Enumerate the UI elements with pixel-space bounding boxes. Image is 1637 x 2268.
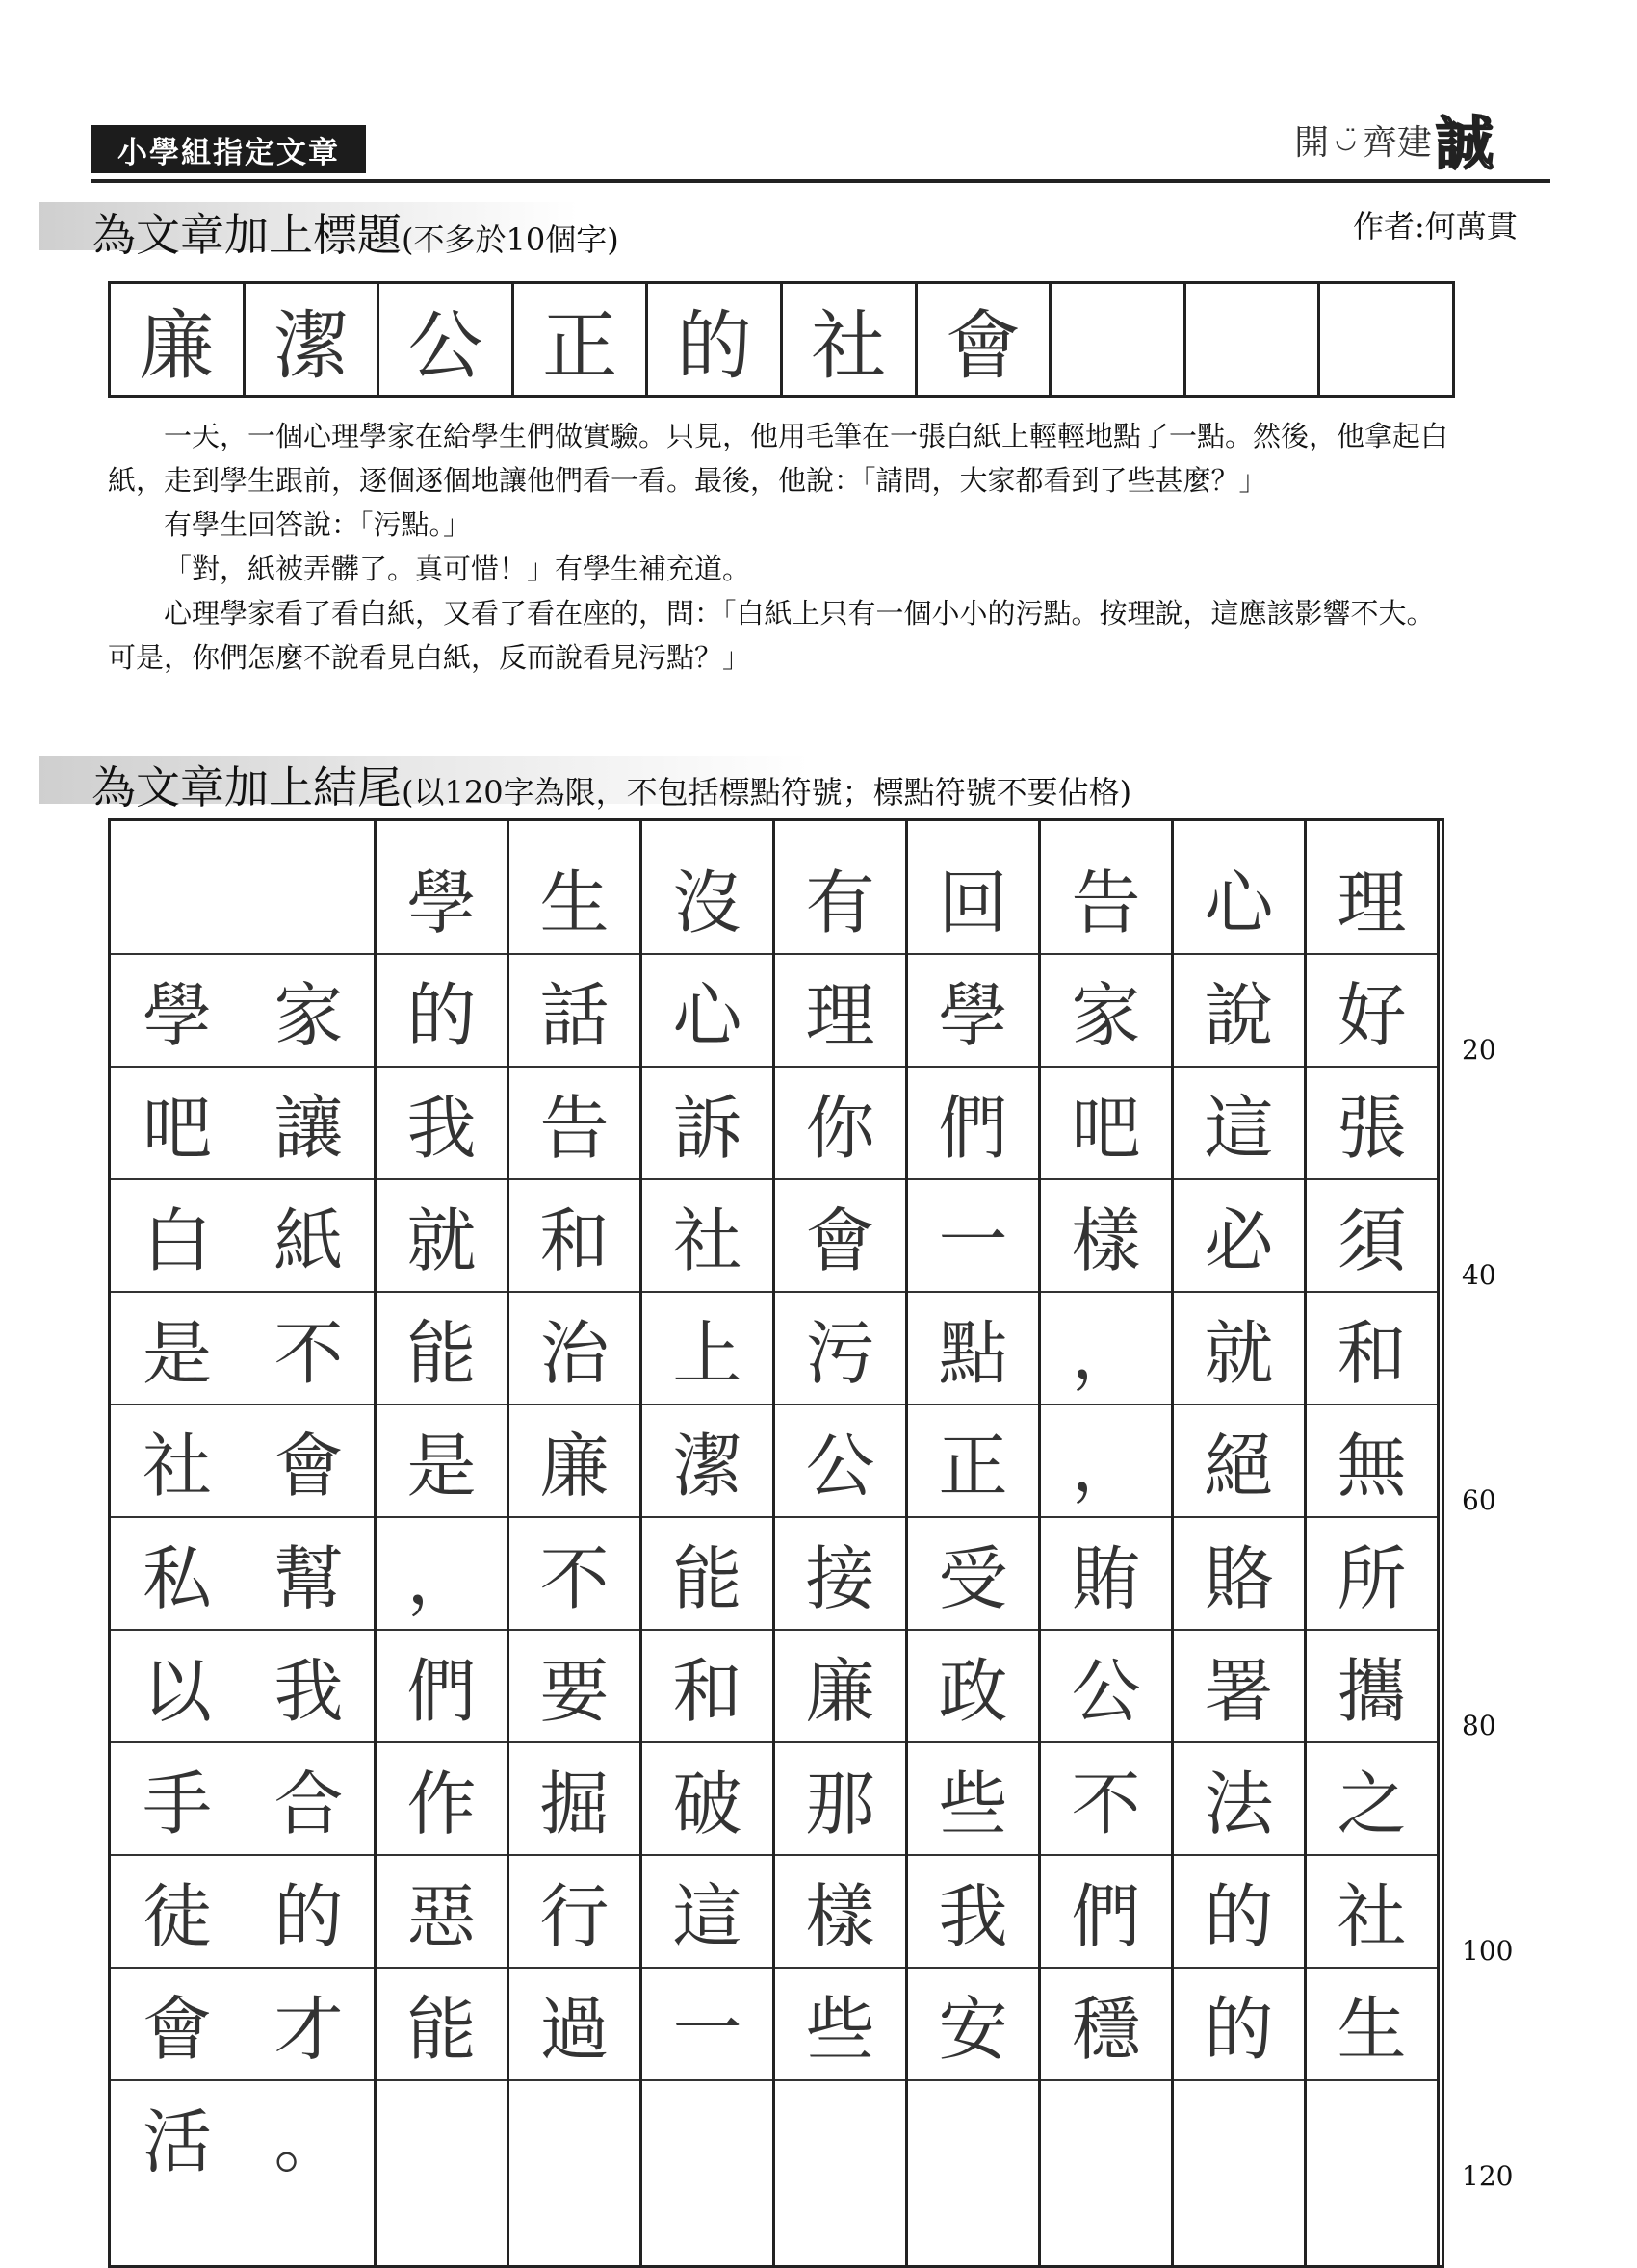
grid-cell: 點 <box>938 1312 1008 1394</box>
grid-cell: 我 <box>273 1650 344 1732</box>
grid-line <box>642 1967 772 1969</box>
grid-cell: 所 <box>1337 1537 1407 1619</box>
grid-cell: 是 <box>406 1425 477 1507</box>
grid-cell: 不 <box>539 1537 610 1619</box>
grid-line <box>1041 1516 1171 1518</box>
grid-line <box>509 1629 639 1631</box>
grid-line <box>1307 1854 1437 1856</box>
grid-cell: 張 <box>1337 1087 1407 1169</box>
grid-cell: 就 <box>406 1199 477 1281</box>
grid-cell: 吧 <box>1071 1087 1141 1169</box>
grid-line <box>642 1291 772 1293</box>
grid-cell: 無 <box>1337 1425 1407 1507</box>
grid-cell <box>509 2079 639 2192</box>
grid-column <box>1174 821 1307 2265</box>
grid-cell: 們 <box>938 1087 1008 1169</box>
passage-paragraph: 一天，一個心理學家在給學生們做實驗。只見，他用毛筆在一張白紙上輕輕地點了一點。然後，他拿起白紙，走到學生跟前，逐個逐個地讓他們看一看。最後，他說：「請問，大家都看到了些甚麼？」 <box>108 420 1449 497</box>
grid-line <box>775 953 905 955</box>
grid-line <box>111 1854 244 1856</box>
grid-line <box>908 1178 1038 1180</box>
grid-line <box>377 1967 507 1969</box>
grid-line <box>1174 1516 1304 1518</box>
title-box: 社 <box>783 284 918 395</box>
grid-line <box>1041 1967 1171 1969</box>
grid-line <box>1307 1967 1437 1969</box>
grid-line <box>1174 953 1304 955</box>
grid-line <box>908 1516 1038 1518</box>
grid-line <box>244 1967 374 1969</box>
grid-count-marker: 80 <box>1462 1710 1496 1741</box>
grid-line <box>111 1178 244 1180</box>
grid-line <box>1307 1404 1437 1405</box>
grid-cell: 和 <box>672 1650 742 1732</box>
grid-cell: 正 <box>938 1425 1008 1507</box>
grid-cell: 能 <box>406 1988 477 2070</box>
grid-cell: 接 <box>805 1537 875 1619</box>
grid-cell: 穩 <box>1071 1988 1141 2070</box>
grid-cell: ， <box>406 1537 477 1619</box>
passage-paragraph: 「對，紙被弄髒了。真可惜！」有學生補充道。 <box>164 553 751 585</box>
grid-line <box>377 2079 507 2081</box>
grid-line <box>244 1178 374 1180</box>
grid-line <box>908 953 1038 955</box>
grid-cell: 你 <box>805 1087 875 1169</box>
grid-cell: 吧 <box>142 1087 212 1169</box>
grid-cell: 受 <box>938 1537 1008 1619</box>
grid-cell: 那 <box>805 1763 875 1844</box>
logo-text-left: 開 <box>1294 122 1330 163</box>
grid-cell <box>377 2079 507 2192</box>
grid-cell: 活 <box>142 2100 212 2182</box>
grid-cell: 私 <box>142 1537 212 1619</box>
ending-section-heading-text: 為文章加上結尾 <box>91 761 402 813</box>
grid-cell: 治 <box>539 1312 610 1394</box>
grid-cell: 好 <box>1337 974 1407 1056</box>
smile-icon: ◡̈ <box>1335 125 1357 154</box>
grid-line <box>377 953 507 955</box>
grid-line <box>509 1967 639 1969</box>
grid-line <box>1307 953 1437 955</box>
grid-line <box>1174 1178 1304 1180</box>
grid-line <box>908 1854 1038 1856</box>
grid-cell: 法 <box>1204 1763 1274 1844</box>
grid-line <box>1174 1967 1304 1969</box>
grid-count-marker: 20 <box>1462 1034 1496 1066</box>
grid-line <box>1041 1291 1171 1293</box>
grid-line <box>377 1291 507 1293</box>
grid-cell: 紙 <box>273 1199 344 1281</box>
grid-cell: 有 <box>805 862 875 943</box>
answer-grid <box>108 818 1444 2268</box>
grid-cell: 污 <box>805 1312 875 1394</box>
grid-cell: 學 <box>406 862 477 943</box>
grid-line <box>509 2079 639 2081</box>
grid-line <box>642 1741 772 1743</box>
grid-cell: 行 <box>539 1875 610 1957</box>
grid-line <box>244 1741 374 1743</box>
grid-cell: 社 <box>1337 1875 1407 1957</box>
grid-count-marker: 100 <box>1462 1935 1514 1967</box>
grid-cell: 以 <box>142 1650 212 1732</box>
grid-line <box>111 1741 244 1743</box>
logo-text-right: 齊建 <box>1362 122 1432 163</box>
grid-cell: 徒 <box>142 1875 212 1957</box>
grid-cell: 和 <box>539 1199 610 1281</box>
grid-line <box>1041 1066 1171 1068</box>
grid-line <box>244 2079 374 2081</box>
grid-line <box>1041 1854 1171 1856</box>
grid-line <box>377 1629 507 1631</box>
grid-cell: 破 <box>672 1763 742 1844</box>
grid-line <box>377 1516 507 1518</box>
grid-cell: 告 <box>539 1087 610 1169</box>
title-boxes <box>108 281 1455 398</box>
grid-column <box>908 821 1041 2265</box>
grid-count-marker: 120 <box>1462 2160 1514 2192</box>
grid-cell: 才 <box>273 1988 344 2070</box>
grid-line <box>642 1516 772 1518</box>
grid-line <box>908 1967 1038 1969</box>
title-section-heading-text: 為文章加上標題 <box>91 209 402 261</box>
grid-cell: 惡 <box>406 1875 477 1957</box>
grid-line <box>509 1404 639 1405</box>
grid-cell: 我 <box>406 1087 477 1169</box>
grid-line <box>1041 1741 1171 1743</box>
grid-cell <box>244 840 374 953</box>
grid-cell: 告 <box>1071 862 1141 943</box>
grid-cell: ， <box>1071 1312 1141 1394</box>
grid-cell: 生 <box>539 862 610 943</box>
grid-column <box>1041 821 1174 2265</box>
grid-line <box>509 1854 639 1856</box>
grid-line <box>111 1066 244 1068</box>
grid-cell: 學 <box>142 974 212 1056</box>
grid-line <box>775 1629 905 1631</box>
grid-line <box>642 2079 772 2081</box>
title-box: 正 <box>514 284 649 395</box>
grid-cell: 們 <box>1071 1875 1141 1957</box>
grid-line <box>642 1178 772 1180</box>
title-box <box>1320 284 1452 395</box>
grid-line <box>1307 1178 1437 1180</box>
title-box <box>1186 284 1321 395</box>
grid-cell: 。 <box>273 2100 344 2182</box>
grid-cell <box>1174 2079 1304 2192</box>
grid-column <box>775 821 908 2265</box>
grid-cell: 公 <box>1071 1650 1141 1732</box>
grid-line <box>1307 2079 1437 2081</box>
grid-cell: 話 <box>539 974 610 1056</box>
grid-cell: 心 <box>1204 862 1274 943</box>
grid-line <box>1307 1629 1437 1631</box>
grid-line <box>111 953 244 955</box>
grid-line <box>111 1404 244 1405</box>
grid-line <box>1307 1741 1437 1743</box>
grid-line <box>642 1066 772 1068</box>
grid-line <box>1041 1178 1171 1180</box>
grid-cell: 要 <box>539 1650 610 1732</box>
grid-cell: 家 <box>1071 974 1141 1056</box>
grid-cell: 會 <box>273 1425 344 1507</box>
grid-cell: 是 <box>142 1312 212 1394</box>
grid-line <box>1041 2079 1171 2081</box>
grid-cell: 樣 <box>805 1875 875 1957</box>
grid-cell: 署 <box>1204 1650 1274 1732</box>
grid-cell: 能 <box>406 1312 477 1394</box>
grid-cell: 就 <box>1204 1312 1274 1394</box>
grid-cell <box>111 840 244 953</box>
grid-line <box>1041 953 1171 955</box>
grid-cell: 我 <box>938 1875 1008 1957</box>
grid-cell: 白 <box>142 1199 212 1281</box>
grid-cell: 樣 <box>1071 1199 1141 1281</box>
title-box: 潔 <box>246 284 380 395</box>
title-box: 的 <box>648 284 783 395</box>
grid-line <box>111 1516 244 1518</box>
grid-cell: 廉 <box>539 1425 610 1507</box>
grid-line <box>377 1066 507 1068</box>
grid-cell: 的 <box>273 1875 344 1957</box>
grid-cell: 作 <box>406 1763 477 1844</box>
grid-line <box>908 1629 1038 1631</box>
grid-cell: 過 <box>539 1988 610 2070</box>
title-box <box>1052 284 1186 395</box>
grid-cell: 一 <box>938 1199 1008 1281</box>
grid-cell <box>642 2079 772 2192</box>
grid-cell: 賄 <box>1071 1537 1141 1619</box>
grid-line <box>775 1516 905 1518</box>
grid-line <box>244 1291 374 1293</box>
grid-line <box>509 1516 639 1518</box>
grid-cell: 能 <box>672 1537 742 1619</box>
passage-paragraph: 心理學家看了看白紙，又看了看在座的，問：「白紙上只有一個小小的污點。按理說，這應該影響不大。可是，你們怎麼不說看見白紙，反而說看見污點？」 <box>108 597 1435 674</box>
grid-cell: 們 <box>406 1650 477 1732</box>
ending-section-heading <box>91 753 1131 816</box>
grid-cell: 上 <box>672 1312 742 1394</box>
grid-cell: 賂 <box>1204 1537 1274 1619</box>
grid-line <box>1174 1404 1304 1405</box>
grid-line <box>642 1404 772 1405</box>
grid-line <box>908 1291 1038 1293</box>
grid-line <box>1174 1629 1304 1631</box>
grid-cell: 不 <box>1071 1763 1141 1844</box>
grid-line <box>775 1967 905 1969</box>
grid-cell: 潔 <box>672 1425 742 1507</box>
grid-cell: 公 <box>805 1425 875 1507</box>
grid-cell: 絕 <box>1204 1425 1274 1507</box>
grid-cell <box>1041 2079 1171 2192</box>
grid-cell: 安 <box>938 1988 1008 2070</box>
grid-cell: 手 <box>142 1763 212 1844</box>
grid-cell: 家 <box>273 974 344 1056</box>
grid-count-marker: 60 <box>1462 1484 1496 1516</box>
grid-line <box>111 1291 244 1293</box>
grid-column <box>509 821 642 2265</box>
logo-text-big: 誠 <box>1435 111 1494 178</box>
grid-cell: 須 <box>1337 1199 1407 1281</box>
grid-cell: 生 <box>1337 1988 1407 2070</box>
header-rule <box>91 179 1550 183</box>
grid-cell: 幫 <box>273 1537 344 1619</box>
grid-cell: 理 <box>805 974 875 1056</box>
title-box: 會 <box>918 284 1052 395</box>
grid-cell: 和 <box>1337 1312 1407 1394</box>
grid-cell: 訴 <box>672 1087 742 1169</box>
grid-line <box>1174 2079 1304 2081</box>
logo <box>1237 101 1550 178</box>
grid-line <box>377 1854 507 1856</box>
grid-cell: 理 <box>1337 862 1407 943</box>
grid-line <box>642 1854 772 1856</box>
grid-count-marker: 40 <box>1462 1259 1496 1291</box>
grid-line <box>1307 1066 1437 1068</box>
grid-cell: 這 <box>672 1875 742 1957</box>
grid-line <box>1307 1291 1437 1293</box>
grid-line <box>775 1404 905 1405</box>
grid-line <box>244 1516 374 1518</box>
grid-line <box>908 1741 1038 1743</box>
grid-cell: 一 <box>672 1988 742 2070</box>
title-box: 廉 <box>111 284 246 395</box>
grid-cell: 心 <box>672 974 742 1056</box>
grid-cell <box>775 2079 905 2192</box>
ending-section-note: (以120字為限，不包括標點符號；標點符號不要佔格) <box>402 774 1132 811</box>
grid-line <box>1174 1066 1304 1068</box>
grid-cell: 會 <box>142 1988 212 2070</box>
grid-cell: 掘 <box>539 1763 610 1844</box>
grid-column <box>642 821 775 2265</box>
grid-column <box>244 821 377 2265</box>
grid-cell <box>1307 2079 1437 2192</box>
grid-line <box>509 1066 639 1068</box>
grid-line <box>775 1854 905 1856</box>
grid-cell: 些 <box>938 1763 1008 1844</box>
grid-cell <box>908 2079 1038 2192</box>
passage-paragraph: 有學生回答說：「污點。」 <box>164 508 472 541</box>
grid-line <box>111 1967 244 1969</box>
grid-cell: 的 <box>1204 1988 1274 2070</box>
grid-line <box>244 1066 374 1068</box>
grid-line <box>377 1404 507 1405</box>
grid-line <box>908 1404 1038 1405</box>
grid-cell: 沒 <box>672 862 742 943</box>
grid-cell: 學 <box>938 974 1008 1056</box>
grid-line <box>244 1629 374 1631</box>
grid-cell: 不 <box>273 1312 344 1394</box>
grid-line <box>509 1741 639 1743</box>
grid-line <box>1307 1516 1437 1518</box>
grid-cell: 會 <box>805 1199 875 1281</box>
grid-line <box>1041 1404 1171 1405</box>
grid-line <box>642 1629 772 1631</box>
title-section-heading <box>91 200 619 264</box>
grid-line <box>908 1066 1038 1068</box>
grid-line <box>377 1178 507 1180</box>
grid-column <box>377 821 509 2265</box>
grid-line <box>509 1291 639 1293</box>
grid-cell: 政 <box>938 1650 1008 1732</box>
grid-cell: 些 <box>805 1988 875 2070</box>
grid-line <box>775 1291 905 1293</box>
grid-cell: 的 <box>1204 1875 1274 1957</box>
grid-cell: 說 <box>1204 974 1274 1056</box>
grid-line <box>775 1066 905 1068</box>
grid-line <box>509 1178 639 1180</box>
grid-line <box>775 1741 905 1743</box>
grid-line <box>1174 1854 1304 1856</box>
grid-line <box>244 1854 374 1856</box>
grid-cell: ， <box>1071 1425 1141 1507</box>
grid-line <box>244 1404 374 1405</box>
grid-column <box>1307 821 1440 2265</box>
title-section-note: (不多於10個字) <box>402 221 619 258</box>
section-label: 小學組指定文章 <box>91 125 366 173</box>
grid-line <box>111 1629 244 1631</box>
grid-cell: 廉 <box>805 1650 875 1732</box>
grid-cell: 回 <box>938 862 1008 943</box>
grid-line <box>244 953 374 955</box>
grid-line <box>377 1741 507 1743</box>
grid-line <box>509 953 639 955</box>
grid-cell: 社 <box>142 1425 212 1507</box>
grid-line <box>1041 1629 1171 1631</box>
grid-cell: 社 <box>672 1199 742 1281</box>
grid-cell: 這 <box>1204 1087 1274 1169</box>
grid-line <box>1174 1741 1304 1743</box>
passage <box>108 414 1456 680</box>
grid-line <box>111 2079 244 2081</box>
grid-cell: 的 <box>406 974 477 1056</box>
grid-line <box>775 2079 905 2081</box>
author: 作者:何萬貫 <box>1353 208 1518 245</box>
grid-line <box>642 953 772 955</box>
grid-cell: 攜 <box>1337 1650 1407 1732</box>
grid-line <box>775 1178 905 1180</box>
grid-cell: 必 <box>1204 1199 1274 1281</box>
grid-cell: 之 <box>1337 1763 1407 1844</box>
grid-cell: 讓 <box>273 1087 344 1169</box>
grid-column <box>111 821 244 2265</box>
grid-cell: 合 <box>273 1763 344 1844</box>
title-box: 公 <box>379 284 514 395</box>
grid-line <box>908 2079 1038 2081</box>
grid-line <box>1174 1291 1304 1293</box>
